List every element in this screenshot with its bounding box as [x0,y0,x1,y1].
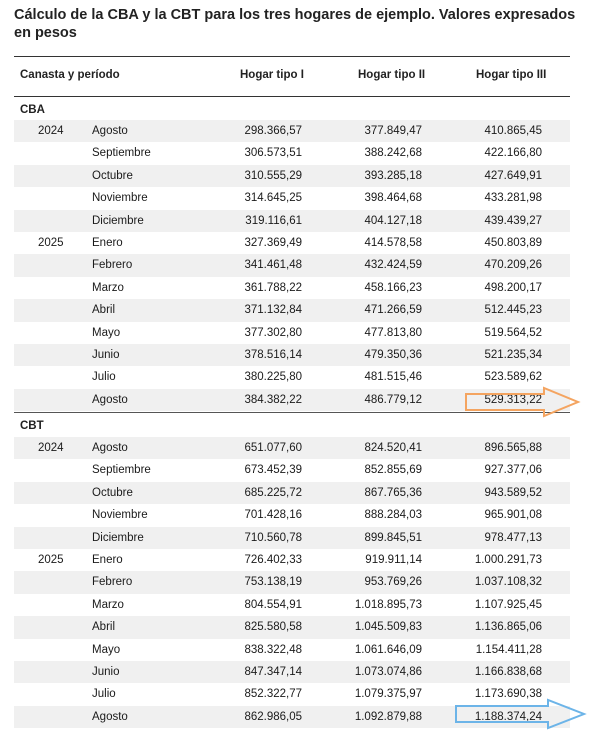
highlight-arrow-cba [462,386,584,418]
hogar-1-value: 378.516,14 [244,349,302,361]
hogar-1-value: 306.573,51 [244,147,302,160]
hogar-3-value: 498.200,17 [484,281,542,294]
hogar-3-value: 519.564,52 [484,326,542,339]
hogar-2-value: 1.073.074,86 [354,666,422,678]
hogar-3-value: 1.166.838,68 [474,666,542,678]
year-cell: 2025 [38,237,64,249]
cbt-table-row [14,482,570,504]
hogar-3-value: 1.037.108,32 [474,576,542,589]
month-cell: Octubre [92,169,133,182]
hogar-3-value: 427.649,91 [484,169,542,182]
hogar-1-value: 847.347,14 [244,666,302,678]
hogar-2-value: 432.424,59 [364,259,422,272]
hogar-1-value: 825.580,58 [244,621,302,634]
header-hogar-1: Hogar tipo I [240,69,304,81]
hogar-2-value: 398.464,68 [364,192,422,205]
hogar-3-value: 943.589,52 [484,486,542,499]
hogar-2-value: 479.350,36 [364,349,422,361]
hogar-1-value: 371.132,84 [244,304,302,317]
header-period: Canasta y período [20,69,120,81]
hogar-3-value: 1.107.925,45 [474,598,542,611]
hogar-3-value: 410.865,45 [484,125,542,137]
hogar-3-value: 523.589,62 [484,371,542,384]
hogar-2-value: 852.855,69 [364,464,422,477]
hogar-3-value: 470.209,26 [484,259,542,272]
hogar-1-value: 862.986,05 [244,710,302,723]
month-cell: Agosto [92,393,128,406]
hogar-2-value: 471.266,59 [364,304,422,317]
hogar-1-value: 726.402,33 [244,554,302,566]
month-cell: Noviembre [92,509,148,522]
hogar-2-value: 919.911,14 [365,554,422,566]
hogar-2-value: 404.127,18 [364,214,422,227]
cba-table-row [14,344,570,366]
hogar-1-value: 314.645,25 [244,192,302,205]
header-hogar-2: Hogar tipo II [358,69,426,81]
hogar-1-value: 852.322,77 [244,688,302,701]
hogar-1-value: 341.461,48 [244,259,302,272]
hogar-1-value: 701.428,16 [244,509,302,522]
hogar-2-value: 1.079.375,97 [354,688,422,701]
month-cell: Agosto [92,710,128,723]
cbt-table-row [14,504,570,526]
hogar-1-value: 651.077,60 [244,442,302,454]
hogar-3-value: 965.901,08 [484,509,542,522]
month-cell: Enero [92,237,123,249]
hogar-2-value: 824.520,41 [364,442,422,454]
month-cell: Agosto [92,442,128,454]
hogar-1-value: 685.225,72 [244,486,302,499]
cba-table-row [14,299,570,321]
hogar-2-value: 414.578,58 [364,237,422,249]
month-cell: Octubre [92,486,133,499]
cbt-table-row [14,639,570,661]
year-cell: 2024 [38,125,64,137]
year-cell: 2024 [38,442,64,454]
cbt-table-row [14,459,570,481]
hogar-1-value: 361.788,22 [244,281,302,294]
cbt-table-row [14,594,570,616]
hogar-3-value: 1.188.374,24 [474,710,542,723]
cba-table-row [14,142,570,164]
month-cell: Mayo [92,326,121,339]
hogar-1-value: 710.560,78 [244,531,302,544]
hogar-3-value: 1.173.690,38 [474,688,542,701]
hogar-2-value: 867.765,36 [364,486,422,499]
month-cell: Agosto [92,125,128,137]
month-cell: Diciembre [92,214,144,227]
hogar-1-value: 377.302,80 [244,326,302,339]
hogar-1-value: 380.225,80 [244,371,302,384]
cba-table-row [14,254,570,276]
hogar-2-value: 888.284,03 [364,509,422,522]
month-cell: Septiembre [92,147,151,160]
hogar-2-value: 1.092.879,88 [354,710,422,723]
hogar-3-value: 1.136.865,06 [474,621,542,634]
hogar-2-value: 953.769,26 [364,576,422,589]
hogar-1-value: 838.322,48 [244,643,302,656]
hogar-2-value: 477.813,80 [364,326,422,339]
hogar-3-value: 512.445,23 [484,304,542,317]
cbt-table-row [14,527,570,549]
cba-table-row [14,322,570,344]
top-rule [14,56,570,57]
hogar-3-value: 450.803,89 [484,237,542,249]
hogar-1-value: 384.382,22 [244,393,302,406]
header-hogar-3: Hogar tipo III [476,69,547,81]
cba-table-row [14,210,570,232]
year-cell: 2025 [38,554,64,566]
cba-table-row [14,277,570,299]
table-title: Cálculo de la CBA y la CBT para los tres hogares de ejemplo. Valores expresados en pesos [14,7,576,41]
cba-table-row [14,120,570,142]
month-cell: Julio [92,688,116,701]
month-cell: Mayo [92,643,121,656]
cbt-table-row [14,571,570,593]
month-cell: Noviembre [92,192,148,205]
hogar-2-value: 1.045.509,83 [354,621,422,634]
month-cell: Enero [92,554,123,566]
month-cell: Febrero [92,576,133,589]
hogar-1-value: 673.452,39 [244,464,302,477]
hogar-1-value: 753.138,19 [244,576,302,589]
cbt-table-row [14,661,570,683]
hogar-3-value: 439.439,27 [484,214,542,227]
month-cell: Abril [92,621,116,634]
hogar-1-value: 298.366,57 [244,125,302,137]
hogar-3-value: 1.000.291,73 [474,554,542,566]
hogar-3-value: 433.281,98 [484,192,542,205]
month-cell: Junio [92,666,120,678]
month-cell: Septiembre [92,464,151,477]
hogar-3-value: 1.154.411,28 [475,643,542,656]
hogar-3-value: 927.377,06 [484,464,542,477]
hogar-2-value: 899.845,51 [364,531,422,544]
month-cell: Marzo [92,281,124,294]
month-cell: Febrero [92,259,133,272]
month-cell: Marzo [92,598,124,611]
hogar-3-value: 978.477,13 [484,531,542,544]
hogar-3-value: 896.565,88 [484,442,542,454]
hogar-1-value: 804.554,91 [244,598,302,611]
month-cell: Abril [92,304,116,317]
hogar-1-value: 310.555,29 [244,169,302,182]
hogar-2-value: 393.285,18 [364,169,422,182]
hogar-2-value: 1.061.646,09 [354,643,422,656]
hogar-2-value: 481.515,46 [364,371,422,384]
section-cbt-label: CBT [20,420,44,432]
hogar-1-value: 319.116,61 [245,214,302,227]
cbt-table-row [14,549,570,571]
cbt-table-row [14,616,570,638]
hogar-2-value: 388.242,68 [364,147,422,160]
hogar-1-value: 327.369,49 [244,237,302,249]
cba-table-row [14,165,570,187]
month-cell: Diciembre [92,531,144,544]
hogar-2-value: 377.849,47 [364,125,422,137]
hogar-3-value: 521.235,34 [484,349,542,361]
header-rule [14,96,570,97]
hogar-2-value: 1.018.895,73 [354,598,422,611]
hogar-3-value: 529.313,22 [484,393,542,406]
cbt-table-row [14,437,570,459]
section-cba-label: CBA [20,104,45,116]
month-cell: Julio [92,371,116,384]
hogar-2-value: 486.779,12 [364,393,422,406]
cba-table-row [14,187,570,209]
cba-table-row [14,232,570,254]
highlight-arrow-cbt [452,698,590,730]
hogar-3-value: 422.166,80 [484,147,542,160]
month-cell: Junio [92,349,120,361]
hogar-2-value: 458.166,23 [364,281,422,294]
